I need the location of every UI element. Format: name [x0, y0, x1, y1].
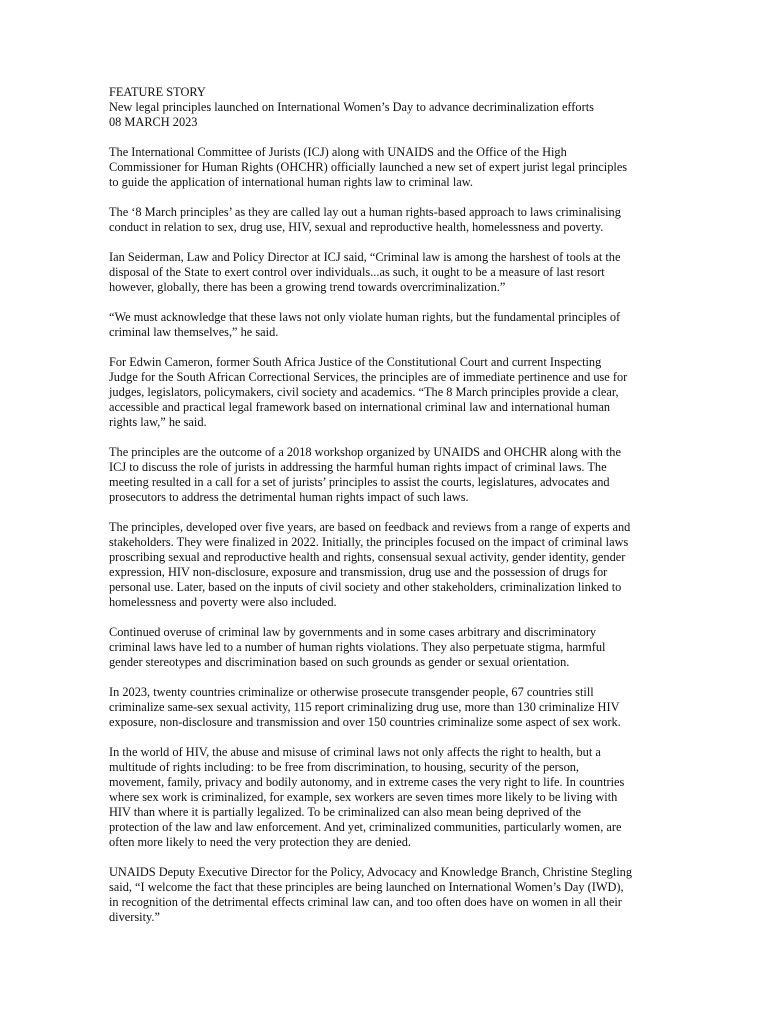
paragraph-line: where sex work is criminalized, for example, sex workers are seven times more likely to be living with [109, 790, 618, 804]
paragraph-line: The principles are the outcome of a 2018 workshop organized by UNAIDS and OHCHR along with the [109, 445, 621, 459]
paragraph-line: UNAIDS Deputy Executive Director for the Policy, Advocacy and Knowledge Branch, Christine Stegling [109, 865, 632, 879]
paragraph-line: Commissioner for Human Rights (OHCHR) officially launched a new set of expert jurist legal principles [109, 160, 628, 174]
article-paragraph [109, 205, 661, 235]
article-date: 08 MARCH 2023 [109, 115, 198, 129]
paragraph-line: multitude of rights including: to be free from discrimination, to housing, security of the person, [109, 760, 580, 774]
paragraph-line: prosecutors to address the detrimental human rights impact of such laws. [109, 490, 469, 504]
paragraph-line: personal use. Later, based on the inputs of civil society and other stakeholders, criminalization linked to [109, 580, 622, 594]
paragraph-line: said, “I welcome the fact that these principles are being launched on International Women’s Day (IWD), [109, 880, 624, 894]
paragraph-line: expression, HIV non-disclosure, exposure and transmission, drug use and the possession of drugs for [109, 565, 608, 579]
paragraph-line: criminalize same-sex sexual activity, 115 report criminalizing drug use, more than 130 criminalize HIV [109, 700, 620, 714]
paragraph-line: In the world of HIV, the abuse and misuse of criminal laws not only affects the right to health, but a [109, 745, 601, 759]
paragraph-line: For Edwin Cameron, former South Africa Justice of the Constitutional Court and current Inspecting [109, 355, 602, 369]
paragraph-line: disposal of the State to exert control over individuals...as such, it ought to be a measure of last resort [109, 265, 605, 279]
paragraph-line: exposure, non-disclosure and transmission and over 150 countries criminalize some aspect of sex work. [109, 715, 621, 729]
paragraph-line: to guide the application of international human rights law to criminal law. [109, 175, 473, 189]
paragraph-line: criminal laws have led to a number of human rights violations. They also perpetuate stigma, harmful [109, 640, 606, 654]
article-paragraph [109, 250, 661, 295]
paragraph-line: criminal law themselves,” he said. [109, 325, 279, 339]
article-paragraph [109, 355, 661, 430]
document-page [109, 85, 661, 940]
article-body [109, 145, 661, 925]
paragraph-line: movement, family, privacy and bodily autonomy, and in extreme cases the very right to life. In countries [109, 775, 625, 789]
paragraph-line: ICJ to discuss the role of jurists in addressing the harmful human rights impact of criminal laws. The [109, 460, 607, 474]
paragraph-line: accessible and practical legal framework based on international criminal law and international human [109, 400, 611, 414]
paragraph-line: In 2023, twenty countries criminalize or otherwise prosecute transgender people, 67 countries still [109, 685, 594, 699]
article-paragraph [109, 310, 661, 340]
article-paragraph [109, 685, 661, 730]
article-paragraph [109, 865, 661, 925]
paragraph-line: judges, legislators, policymakers, civil society and academics. “The 8 March principles provide a clear, [109, 385, 619, 399]
paragraph-line: proscribing sexual and reproductive health and rights, consensual sexual activity, gender identity, gender [109, 550, 626, 564]
paragraph-line: homelessness and poverty were also included. [109, 595, 337, 609]
paragraph-line: gender stereotypes and discrimination based on such grounds as gender or sexual orientation. [109, 655, 570, 669]
article-paragraph [109, 745, 661, 850]
article-paragraph [109, 520, 661, 610]
feature-story-label: FEATURE STORY [109, 85, 206, 99]
paragraph-line: HIV than where it is partially legalized. To be criminalized can also mean being deprived of the [109, 805, 582, 819]
paragraph-line: protection of the law and law enforcement. And yet, criminalized communities, particularly women, are [109, 820, 622, 834]
paragraph-line: Continued overuse of criminal law by governments and in some cases arbitrary and discriminatory [109, 625, 597, 639]
paragraph-line: The International Committee of Jurists (ICJ) along with UNAIDS and the Office of the High [109, 145, 567, 159]
paragraph-line: Ian Seiderman, Law and Policy Director at ICJ said, “Criminal law is among the harshest of tools at the [109, 250, 621, 264]
paragraph-line: meeting resulted in a call for a set of jurists’ principles to assist the courts, legislatures, advocates and [109, 475, 610, 489]
paragraph-line: The principles, developed over five years, are based on feedback and reviews from a range of experts and [109, 520, 631, 534]
article-headline: New legal principles launched on International Women’s Day to advance decriminalization efforts [109, 100, 594, 114]
paragraph-line: however, globally, there has been a growing trend towards overcriminalization.” [109, 280, 506, 294]
article-paragraph [109, 445, 661, 505]
article-header [109, 85, 661, 130]
article-paragraph [109, 145, 661, 190]
paragraph-line: diversity.” [109, 910, 160, 924]
paragraph-line: often more likely to need the very protection they are denied. [109, 835, 411, 849]
paragraph-line: rights law,” he said. [109, 415, 207, 429]
paragraph-line: Judge for the South African Correctional Services, the principles are of immediate pertinence and use for [109, 370, 628, 384]
paragraph-line: conduct in relation to sex, drug use, HIV, sexual and reproductive health, homelessness and poverty. [109, 220, 604, 234]
paragraph-line: stakeholders. They were finalized in 2022. Initially, the principles focused on the impact of criminal laws [109, 535, 629, 549]
article-paragraph [109, 625, 661, 670]
paragraph-line: The ‘8 March principles’ as they are called lay out a human rights-based approach to laws criminalising [109, 205, 621, 219]
paragraph-line: “We must acknowledge that these laws not only violate human rights, but the fundamental principles of [109, 310, 621, 324]
paragraph-line: in recognition of the detrimental effects criminal law can, and too often does have on women in all their [109, 895, 622, 909]
